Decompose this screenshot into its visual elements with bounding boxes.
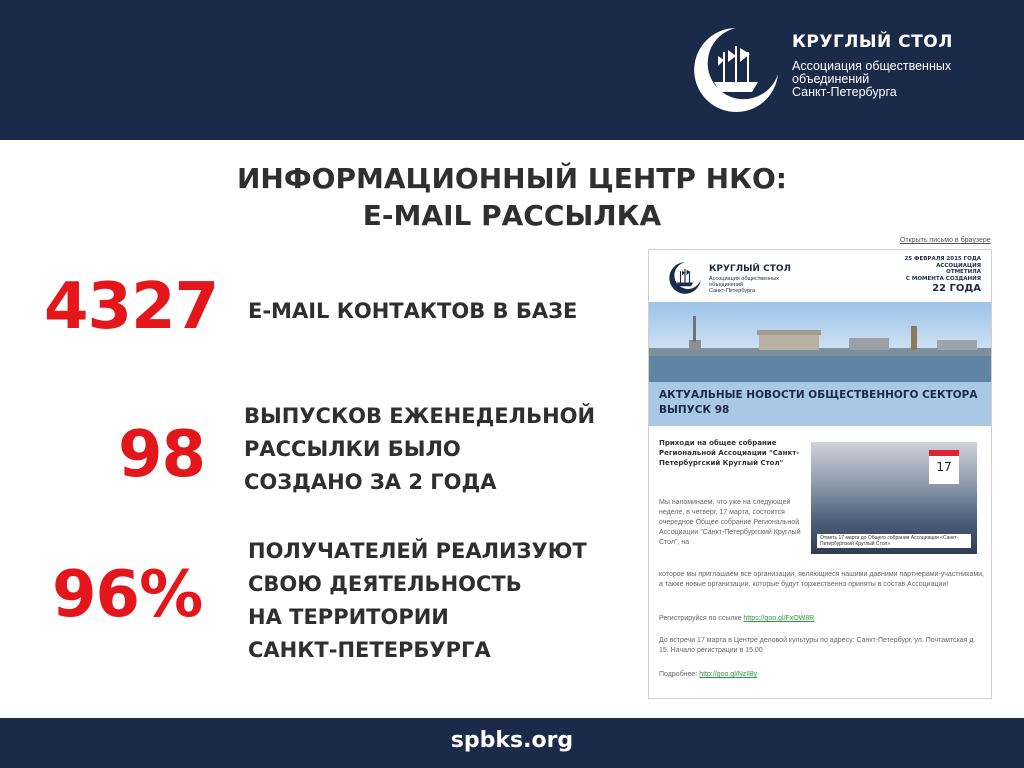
logo-subtitle <box>792 60 972 99</box>
anniversary-years: 22 ГОДА <box>932 283 981 294</box>
logo-title: КРУГЛЫЙ СТОЛ <box>792 32 953 52</box>
page-title <box>0 160 1024 234</box>
stat-number-recipients: 96% <box>52 558 203 632</box>
banner-line: АКТУАЛЬНЫЕ НОВОСТИ ОБЩЕСТВЕННОГО СЕКТОРА <box>659 389 978 401</box>
newsletter-paragraph: До встречи 17 марта в Центре деловой культуры по адресу: Санкт-Петербург, ул. Почтамтская д. 15. Начало регистрации в 15.00 <box>659 637 976 654</box>
newsletter-paragraph: Мы напоминаем, что уже на следующей неделе, в четверг, 17 марта, состоится очередное Общее собрание Региональной Ассоциации "Санкт-Петербургский Круглый Стол", на <box>659 499 801 546</box>
anniversary-note <box>904 256 981 296</box>
meeting-photo <box>811 442 977 554</box>
newsletter-heading: Приходи на общее собрание Региональной Ассоциации "Санкт-Петербургский Круглый Стол" <box>659 439 800 467</box>
logo[interactable] <box>688 22 1008 118</box>
newsletter-logo-subtitle-line: Санкт-Петербурга <box>709 288 756 294</box>
newsletter-logo-title: КРУГЛЫЙ СТОЛ <box>709 264 791 274</box>
anniversary-line: ОТМЕТИЛА <box>946 269 981 275</box>
skyline-image <box>649 302 991 382</box>
stat-text-recipients <box>248 535 587 667</box>
calendar-icon: 17 <box>929 450 959 484</box>
newsletter-logo-subtitle-line: объединений <box>709 282 743 288</box>
logo-subtitle-line: Санкт-Петербурга <box>792 85 897 99</box>
anniversary-line: АССОЦИАЦИЯ <box>936 262 981 269</box>
ship-logo-icon <box>688 22 784 118</box>
page-title-line: ИНФОРМАЦИОННЫЙ ЦЕНТР НКО: <box>237 162 787 195</box>
stat-text-line: НА ТЕРРИТОРИИ <box>248 605 449 629</box>
stat-text-contacts <box>248 295 577 328</box>
footer-bar <box>0 718 1024 768</box>
logo-subtitle-line: объединений <box>792 72 870 86</box>
stat-text-line: СВОЮ ДЕЯТЕЛЬНОСТЬ <box>248 572 522 596</box>
more-info-link[interactable]: http://goo.gl/NzIl8y <box>699 671 758 678</box>
anniversary-line: С МОМЕНТА СОЗДАНИЯ <box>905 275 981 282</box>
banner-line: ВЫПУСК 98 <box>659 404 730 416</box>
city-panorama-image <box>649 302 991 382</box>
registration-link[interactable]: https://goo.gl/FxOW8R <box>743 615 815 622</box>
meeting-photo-caption: Отметь 17 марта до Общего собрания Ассоциации «Санкт-Петербургский Круглый Стол» <box>817 534 971 548</box>
stat-text-line: ПОЛУЧАТЕЛЕЙ РЕАЛИЗУЮТ <box>248 539 587 563</box>
newsletter-more-info <box>659 670 985 680</box>
newsletter-preview <box>648 249 992 699</box>
stat-text-line: САНКТ-ПЕТЕРБУРГА <box>248 638 491 662</box>
header-bar <box>0 0 1024 140</box>
footer-site-link[interactable]: spbks.org <box>450 728 574 753</box>
newsletter-logo-subtitle-line: Ассоциация общественных <box>709 276 779 282</box>
stat-text-line: СОЗДАНО ЗА 2 ГОДА <box>244 470 497 494</box>
stat-number-issues: 98 <box>118 418 206 492</box>
newsletter-registration <box>659 614 985 624</box>
ship-logo-icon <box>667 260 703 296</box>
stat-text-line: РАССЫЛКИ БЫЛО <box>244 437 461 461</box>
stat-text-line: E-MAIL КОНТАКТОВ В БАЗЕ <box>248 299 578 323</box>
open-in-browser-link[interactable]: Открыть письмо в браузере <box>900 237 991 244</box>
newsletter-header <box>649 250 991 302</box>
newsletter-logo-subtitle <box>709 276 789 294</box>
logo-subtitle-line: Ассоциация общественных <box>792 59 952 73</box>
more-info-text: Подробнее: <box>659 671 700 678</box>
anniversary-line: 25 ФЕВРАЛЯ 2015 ГОДА <box>904 256 981 262</box>
newsletter-banner <box>649 382 991 426</box>
stat-number-contacts: 4327 <box>44 270 219 344</box>
stat-text-line: ВЫПУСКОВ ЕЖЕНЕДЕЛЬНОЙ <box>244 404 596 428</box>
registration-text: Регистрируйся по ссылке <box>659 615 744 622</box>
page-title-line: E-MAIL РАССЫЛКА <box>362 199 662 232</box>
newsletter-banner-text <box>659 388 977 418</box>
stat-text-issues <box>244 400 595 499</box>
newsletter-paragraph: которое мы приглашаем все организации, являющиеся нашими давними партнерами-участниками, а также новые организации, которые будут торжественно приняты в состав Ассоциации! <box>659 571 984 588</box>
